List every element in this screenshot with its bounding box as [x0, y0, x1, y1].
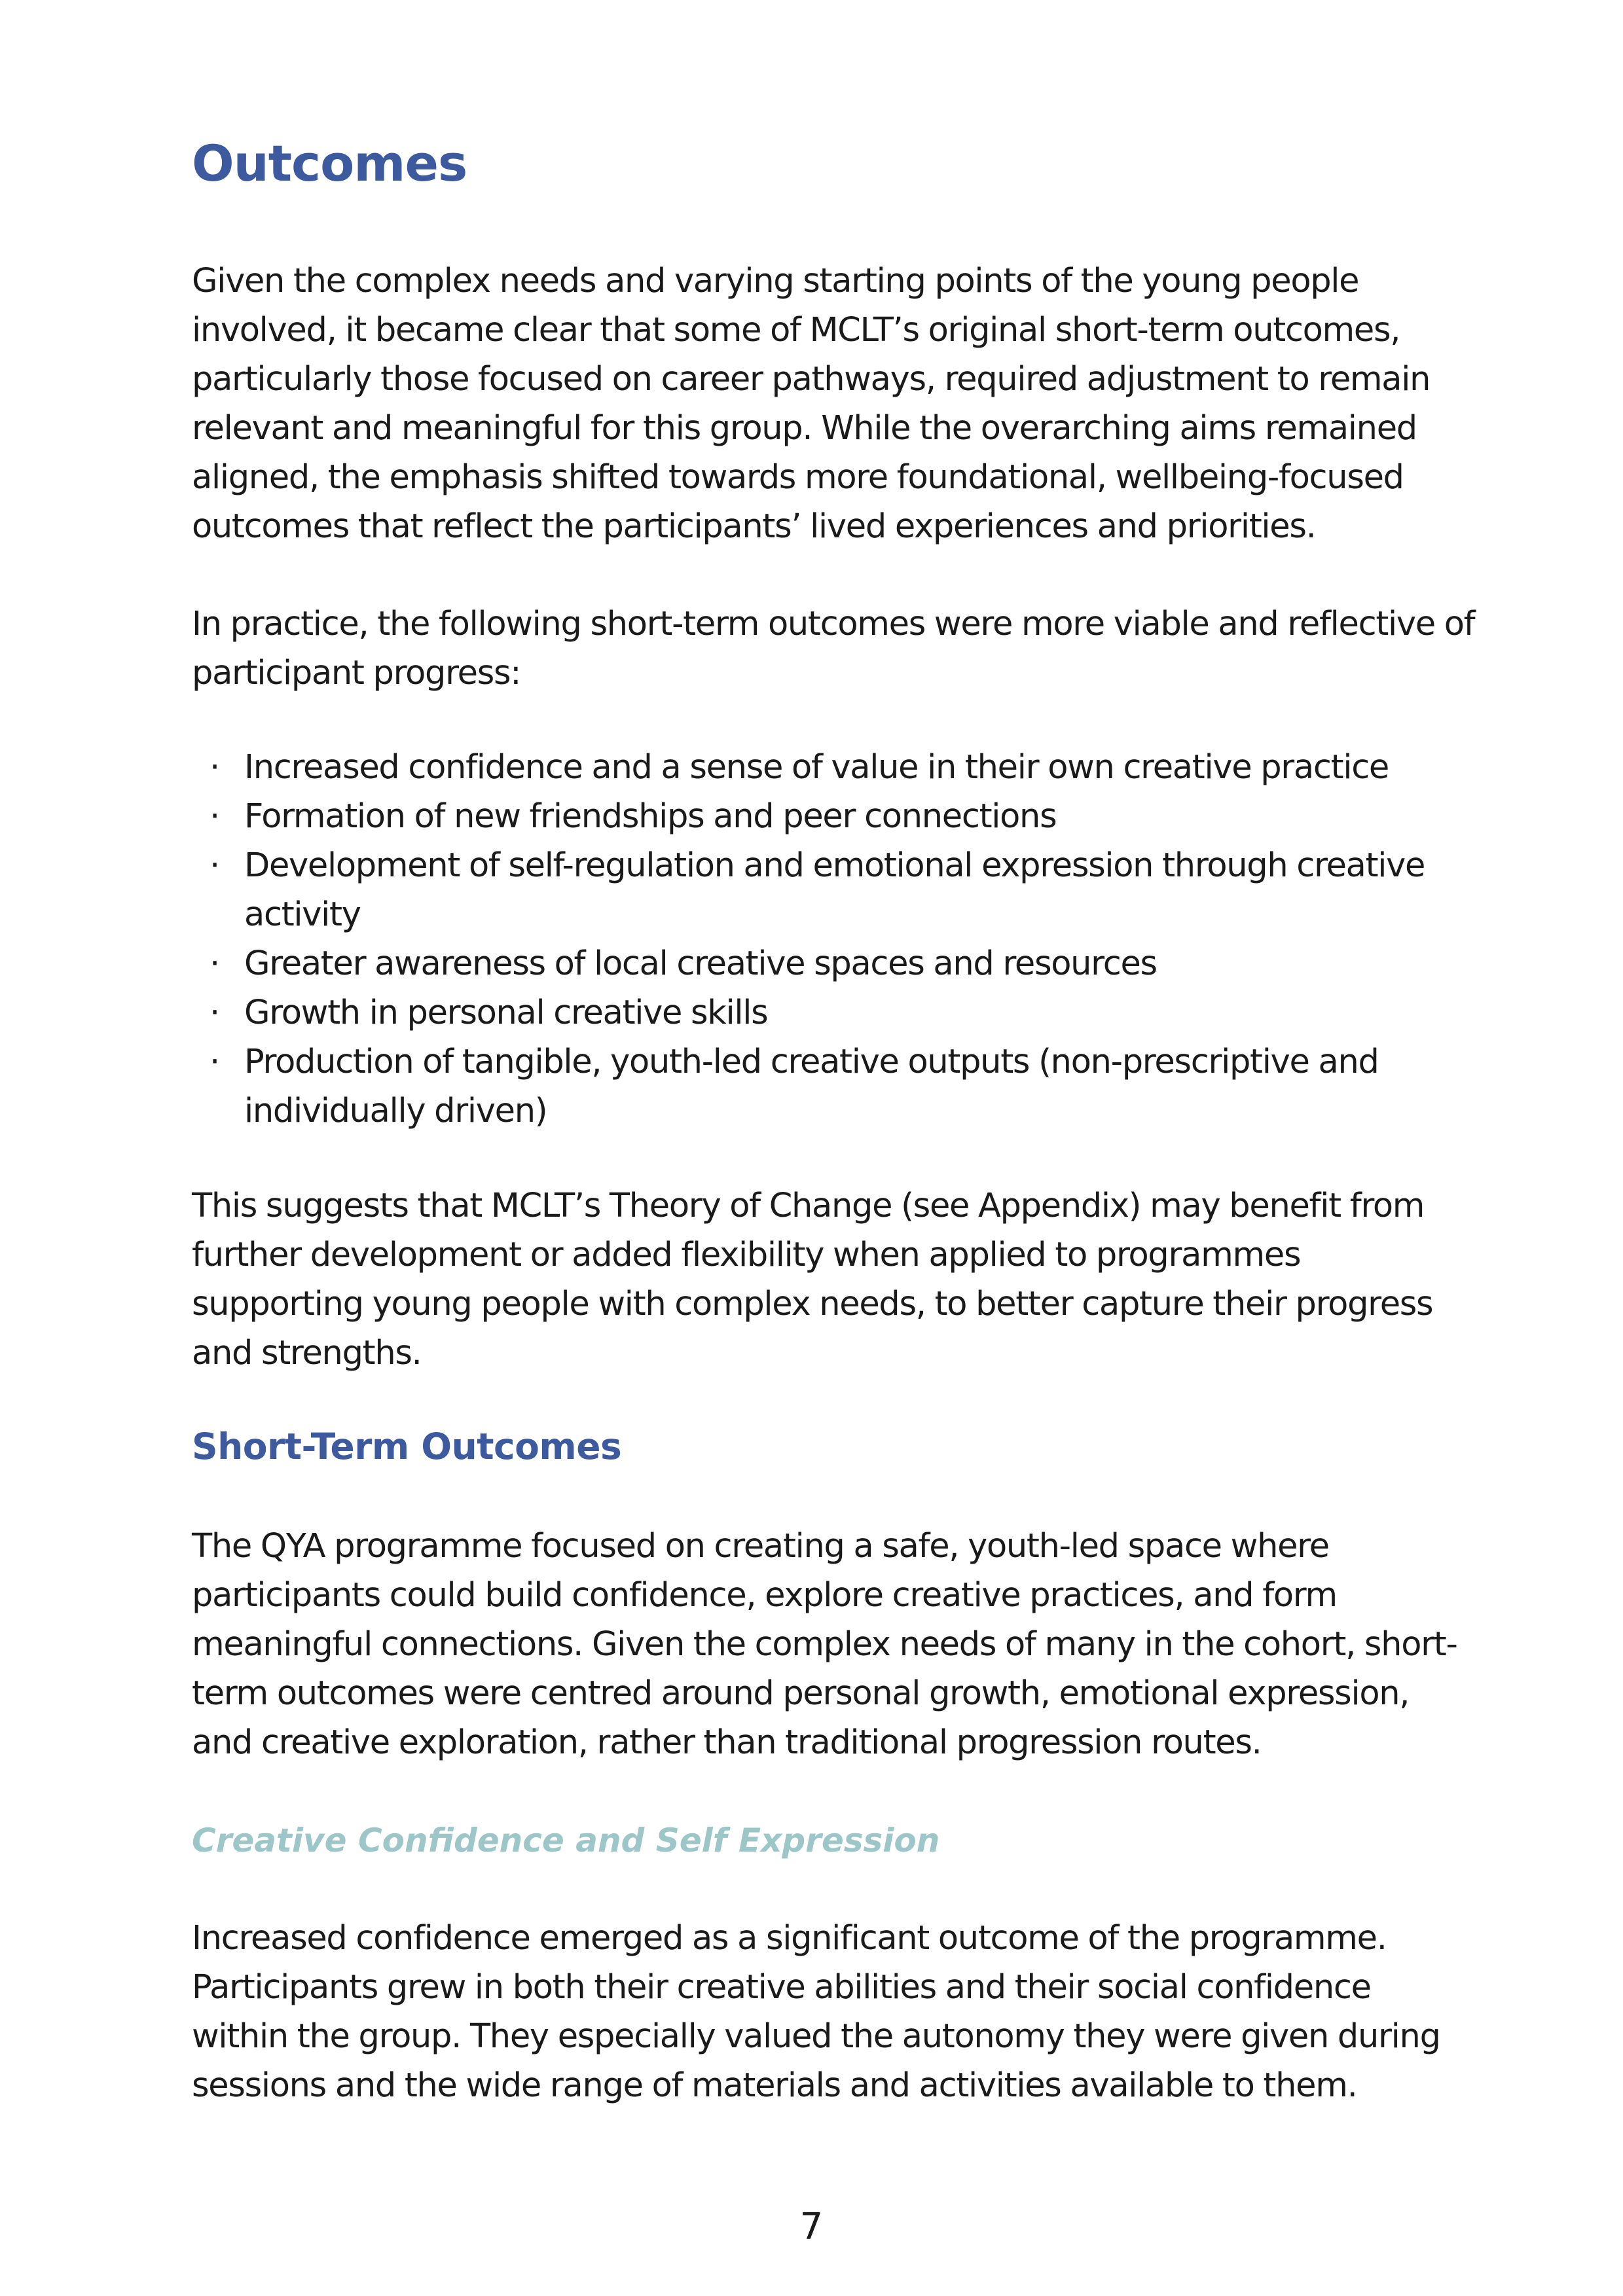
page-title: Outcomes — [192, 134, 467, 192]
short-term-outcomes-heading: Short-Term Outcomes — [192, 1426, 622, 1467]
bullet-icon: · — [210, 1043, 219, 1081]
list-item: · Greater awareness of local creative spaces and resources — [192, 939, 1475, 988]
creative-confidence-paragraph: Increased confidence emerged as a significant outcome of the programme. Participants grew in both their creative abilities and their social confidence within the group. They especially valued the autonomy they were given during sessions and the wide range of materials and activities available to them. — [192, 1919, 1440, 2105]
list-item: · Production of tangible, youth-led creative outputs (non-prescriptive and individually driven) — [192, 1037, 1475, 1136]
bullet-icon: · — [210, 797, 219, 836]
bullet-icon: · — [210, 846, 219, 885]
bullet-icon: · — [210, 748, 219, 787]
list-item: · Development of self-regulation and emotional expression through creative activity — [192, 841, 1475, 939]
bullet-icon: · — [210, 994, 219, 1032]
theory-of-change-paragraph: This suggests that MCLT’s Theory of Change (see Appendix) may benefit from further development or added flexibility when applied to programmes supporting young people with complex needs, to better capture their progress and strengths. — [192, 1187, 1433, 1372]
list-item: · Formation of new friendships and peer connections — [192, 792, 1475, 841]
outcomes-list — [192, 743, 1475, 1136]
short-term-outcomes-paragraph: The QYA programme focused on creating a safe, youth-led space where participants could build confidence, explore creative practices, and form meaningful connections. Given the complex needs of many in the cohort, short-term outcomes were centred around personal growth, emotional expression, and creative exploration, rather than traditional progression routes. — [192, 1527, 1457, 1762]
intro-paragraph: Given the complex needs and varying starting points of the young people involved, it became clear that some of MCLT’s original short-term outcomes, particularly those focused on career pathways, required adjustment to remain relevant and meaningful for this group. While the overarching aims remained aligned, the emphasis shifted towards more foundational, wellbeing-focused outcomes that reflect the participants’ lived experiences and priorities. — [192, 262, 1431, 546]
page-number: 7 — [799, 2206, 824, 2248]
bullet-icon: · — [210, 944, 219, 983]
list-item: · Increased confidence and a sense of value in their own creative practice — [192, 743, 1475, 792]
creative-confidence-heading: Creative Confidence and Self Expression — [192, 1821, 940, 1859]
list-item: · Growth in personal creative skills — [192, 988, 1475, 1037]
practice-paragraph: In practice, the following short-term outcomes were more viable and reflective of participant progress: — [192, 605, 1475, 692]
